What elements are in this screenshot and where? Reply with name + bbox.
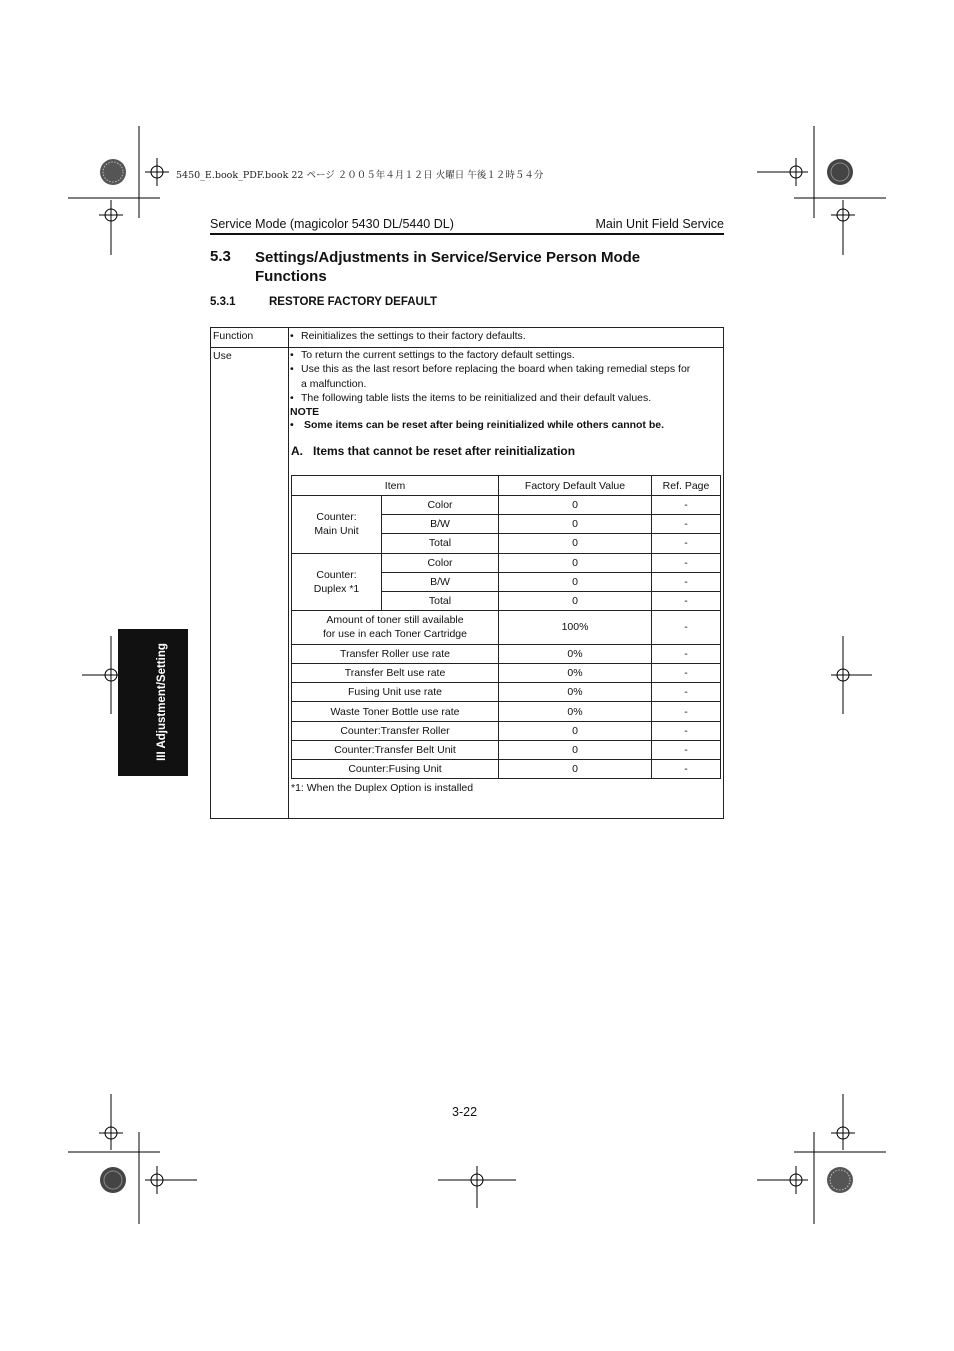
chapter-side-tab (118, 629, 188, 776)
table-row: Counter: Duplex *1 Color 0 - (292, 553, 721, 572)
section-title: Settings/Adjustments in Service/Service Person Mode Functions (255, 249, 641, 285)
table-footnote: *1: When the Duplex Option is installed (291, 782, 474, 794)
header-default-value: Factory Default Value (499, 476, 652, 496)
running-header-left: Service Mode (magicolor 5430 DL/5440 DL) (210, 217, 454, 231)
table-row: Transfer Roller use rate 0% - (292, 645, 721, 664)
running-header-right: Main Unit Field Service (595, 217, 724, 231)
table-row: Transfer Belt use rate 0% - (292, 664, 721, 683)
toner-item: Amount of toner still available for use in each Toner Cartridge (292, 610, 499, 644)
table-row: Counter:Transfer Belt Unit 0 - (292, 740, 721, 759)
table-row: Counter: Main Unit Color 0 - (292, 496, 721, 515)
subsection-title: RESTORE FACTORY DEFAULT (269, 296, 438, 308)
header-item: Item (292, 476, 499, 496)
header-ref-page: Ref. Page (652, 476, 721, 496)
table-row: Counter:Fusing Unit 0 - (292, 759, 721, 778)
note-text: Some items can be reset after being reinitialized while others cannot be. (304, 419, 665, 431)
subsection-number: 5.3.1 (210, 296, 236, 308)
note-label: NOTE (290, 406, 320, 418)
table-row: Total 0 - (292, 534, 721, 553)
table-divider-vertical (288, 328, 289, 818)
group-label-duplex: Counter: Duplex *1 (292, 553, 382, 610)
table-row: B/W 0 - (292, 572, 721, 591)
print-job-info: 5450_E.book_PDF.book 22 ページ ２００５年４月１２日 火曜日 午後１２時５４分 (176, 170, 544, 181)
reinitialized-items-table (291, 475, 721, 779)
group-label-main-unit: Counter: Main Unit (292, 496, 382, 553)
table-row: Waste Toner Bottle use rate 0% - (292, 702, 721, 721)
section-number: 5.3 (210, 248, 231, 265)
page-number: 3-22 (452, 1105, 478, 1119)
table-header-row (292, 476, 721, 496)
subheading-letter: A. (291, 444, 303, 458)
table-row: Amount of toner still available for use in each Toner Cartridge 100% - (292, 610, 721, 644)
table-row: B/W 0 - (292, 515, 721, 534)
chapter-side-tab-label: III Adjustment/Setting (156, 643, 168, 761)
subheading-title: Items that cannot be reset after reinitialization (313, 444, 576, 458)
table-row: Fusing Unit use rate 0% - (292, 683, 721, 702)
table-row: Counter:Transfer Roller 0 - (292, 721, 721, 740)
header-rule (210, 233, 724, 235)
table-row: Total 0 - (292, 591, 721, 610)
use-label: Use (213, 350, 232, 362)
function-text: Reinitializes the settings to their factory defaults. (301, 330, 526, 342)
function-label: Function (213, 330, 254, 342)
